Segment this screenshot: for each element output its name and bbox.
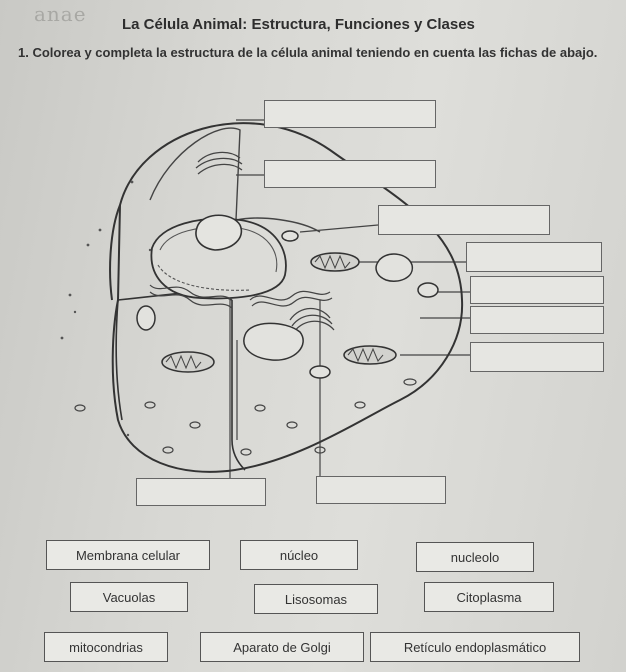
card-reticulo-endoplasmatico[interactable]: Retículo endoplasmático (370, 632, 580, 662)
blank-label-box-5[interactable] (470, 276, 604, 304)
blank-label-box-8[interactable] (136, 478, 266, 506)
card-nucleo[interactable]: núcleo (240, 540, 358, 570)
page-title: La Célula Animal: Estructura, Funciones y Clases (122, 16, 475, 33)
card-lisosomas[interactable]: Lisosomas (254, 584, 378, 614)
instruction-text: 1. Colorea y completa la estructura de la célula animal teniendo en cuenta las fichas de abajo. (18, 45, 598, 60)
handwritten-scribble: anae (34, 2, 87, 26)
card-citoplasma[interactable]: Citoplasma (424, 582, 554, 612)
card-membrana-celular[interactable]: Membrana celular (46, 540, 210, 570)
blank-label-box-3[interactable] (378, 205, 550, 235)
blank-label-box-7[interactable] (470, 342, 604, 372)
blank-label-box-4[interactable] (466, 242, 602, 272)
card-aparato-de-golgi[interactable]: Aparato de Golgi (200, 632, 364, 662)
card-vacuolas[interactable]: Vacuolas (70, 582, 188, 612)
blank-label-box-6[interactable] (470, 306, 604, 334)
blank-label-box-9[interactable] (316, 476, 446, 504)
blank-label-box-1[interactable] (264, 100, 436, 128)
card-nucleolo[interactable]: nucleolo (416, 542, 534, 572)
card-mitocondrias[interactable]: mitocondrias (44, 632, 168, 662)
blank-label-box-2[interactable] (264, 160, 436, 188)
